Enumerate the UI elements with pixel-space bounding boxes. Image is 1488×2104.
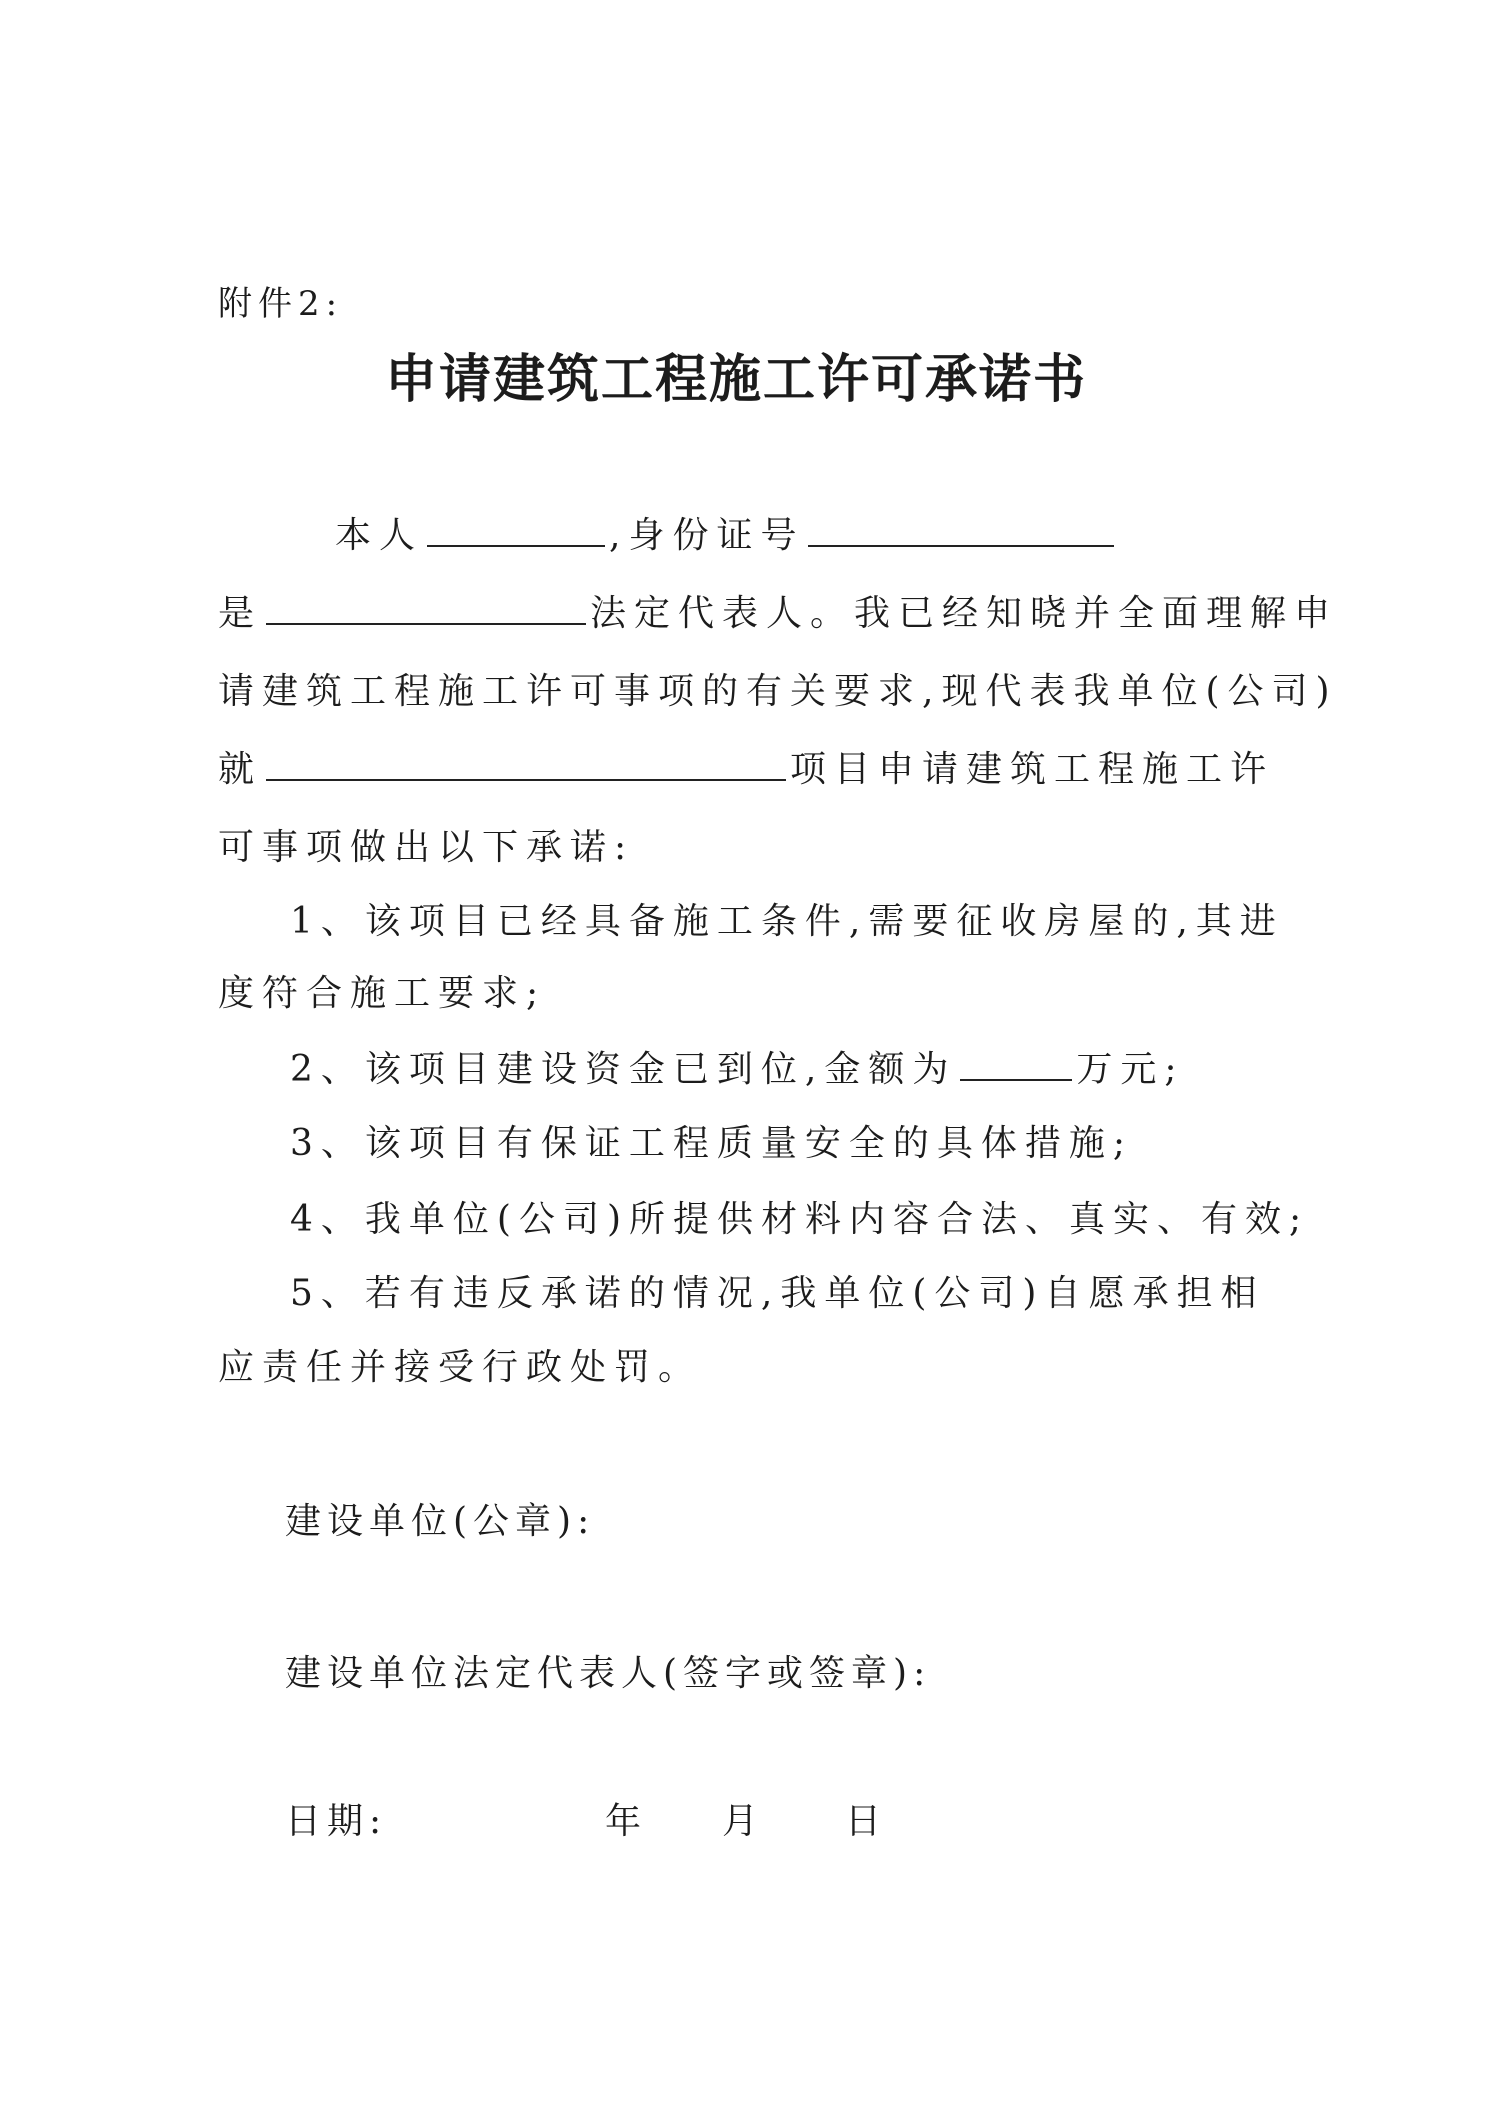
intro-is-label: 是 <box>218 593 263 634</box>
intro-line-1 <box>335 514 1118 558</box>
commitment-item-5: 5、若有违反承诺的情况,我单位(公司)自愿承担相 <box>290 1273 1265 1314</box>
intro-self-label: 本人 <box>335 515 424 556</box>
intro-line-4-text: 项目申请建筑工程施工许 <box>790 749 1275 790</box>
intro-regarding-label: 就 <box>218 749 263 790</box>
date-month-label: 月 <box>722 1801 759 1842</box>
commitment-item-1: 1、该项目已经具备施工条件,需要征收房屋的,其进 <box>290 901 1284 942</box>
commitment-item-4: 4、我单位(公司)所提供材料内容合法、真实、有效; <box>290 1199 1310 1240</box>
date-day-label: 日 <box>845 1801 882 1842</box>
name-blank[interactable] <box>427 515 605 547</box>
date-year-label: 年 <box>605 1801 642 1842</box>
id-number-blank[interactable] <box>808 515 1114 547</box>
company-blank[interactable] <box>266 593 586 625</box>
intro-line-4 <box>218 748 1274 792</box>
project-blank[interactable] <box>266 749 786 781</box>
id-number-label: ,身份证号 <box>609 515 805 556</box>
legal-representative-signature-label: 建设单位法定代表人(签字或签章): <box>285 1653 932 1694</box>
commitment-item-5-continued: 应责任并接受行政处罚。 <box>218 1347 703 1388</box>
document-title: 申请建筑工程施工许可承诺书 <box>385 350 1088 410</box>
date-label: 日期: <box>285 1801 388 1842</box>
intro-line-3: 请建筑工程施工许可事项的有关要求,现代表我单位(公司) <box>218 671 1338 712</box>
amount-blank[interactable] <box>960 1049 1072 1081</box>
construction-unit-seal-label: 建设单位(公章): <box>285 1501 596 1542</box>
commitment-item-2 <box>290 1048 1185 1092</box>
commitment-item-3: 3、该项目有保证工程质量安全的具体措施; <box>290 1123 1134 1164</box>
attachment-label: 附件2: <box>218 284 344 324</box>
commitment-item-2-text: 2、该项目建设资金已到位,金额为 <box>290 1049 957 1090</box>
intro-line-2 <box>218 592 1338 636</box>
intro-line-5: 可事项做出以下承诺: <box>218 827 635 868</box>
commitment-item-1-continued: 度符合施工要求; <box>218 973 547 1014</box>
intro-line-2-text: 法定代表人。我已经知晓并全面理解申 <box>590 593 1339 634</box>
commitment-item-2-unit: 万元; <box>1076 1049 1185 1090</box>
